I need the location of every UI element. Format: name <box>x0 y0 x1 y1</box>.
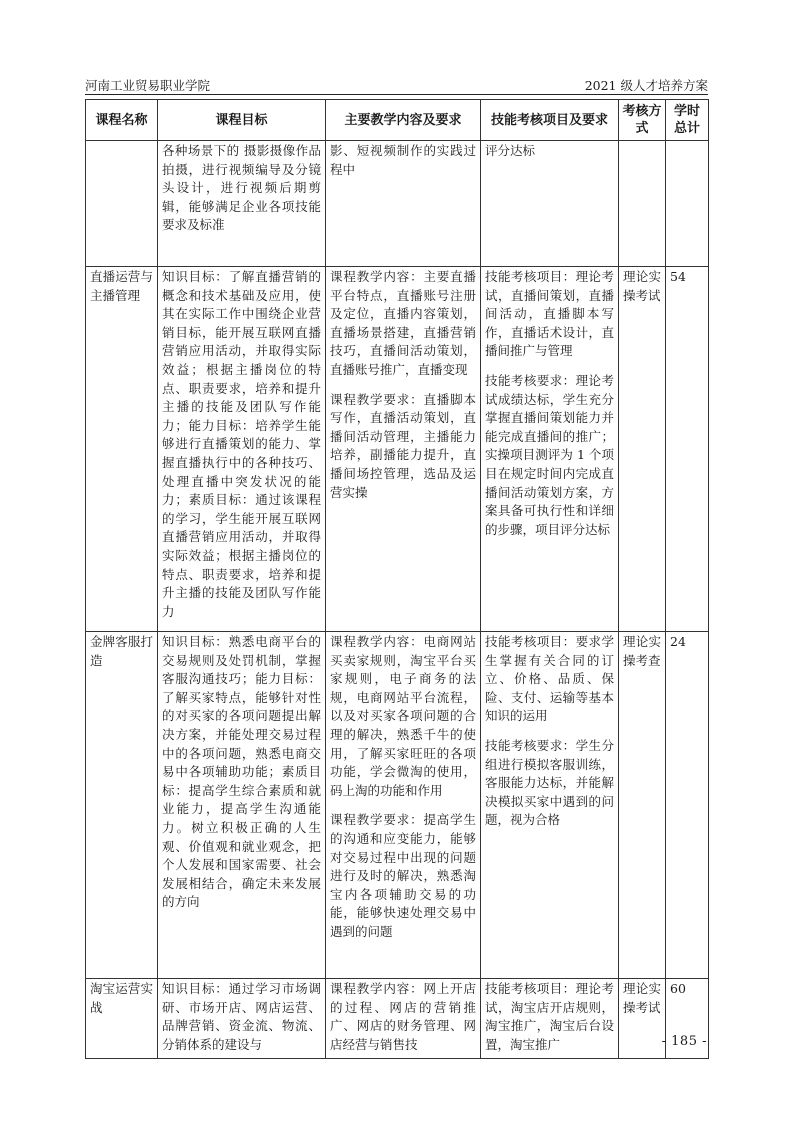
course-name-cell: 直播运营与主播管理 <box>86 267 158 632</box>
assessment-way-cell <box>619 141 666 267</box>
header-school: 河南工业贸易职业学院 <box>85 78 211 93</box>
col-header-way: 考核方式 <box>619 100 666 141</box>
assessment-way-cell: 理论实操考试 <box>619 267 666 632</box>
skill-text: 技能考核项目：理论考试，直播间策划，直播间活动，直播脚本写作，直播话术设计，直播间推广与管理 <box>485 269 614 359</box>
course-goal-cell <box>158 141 326 267</box>
col-header-content: 主要教学内容及要求 <box>326 100 481 141</box>
skill-cell <box>481 979 619 1059</box>
course-content-cell <box>326 632 481 979</box>
table-row <box>86 141 709 267</box>
course-content-cell <box>326 979 481 1059</box>
curriculum-table <box>85 99 709 1059</box>
skill-text: 技能考核项目：理论考试，淘宝店开店规则，淘宝推广，淘宝后台设置，淘宝推广 <box>485 981 614 1052</box>
total-hours-cell: 24 <box>666 632 709 979</box>
total-hours-cell: 60 <box>666 979 709 1059</box>
total-hours-cell <box>666 141 709 267</box>
course-goal-cell <box>158 267 326 632</box>
page-number: - 185 - <box>661 1034 707 1049</box>
table-row <box>86 632 709 979</box>
skill-cell <box>481 632 619 979</box>
header-rule <box>85 94 708 95</box>
goal-text: 知识目标：通过学习市场调研、市场开店、网店运营、品牌营销、资金流、物流、分销体系的建设与 <box>162 981 321 1052</box>
skill-text: 评分达标 <box>485 143 536 158</box>
col-header-goal: 课程目标 <box>158 100 326 141</box>
content-text: 课程教学内容：电商网站买卖家规则，淘宝平台买家规则，电子商务的法规，电商网站平台流程，以及对买家各项问题的合理的解决，熟悉千牛的使用，了解买家旺旺的各项功能，学会微淘的使用，码上淘的功能和作用 <box>330 634 476 798</box>
total-hours-cell: 54 <box>666 267 709 632</box>
content-requirement-text: 课程教学要求：提高学生的沟通和应变能力，能够对交易过程中出现的问题进行及时的解决，熟悉淘宝内各项辅助交易的功能，能够快速处理交易中遇到的问题 <box>330 812 476 939</box>
table-row <box>86 267 709 632</box>
skill-requirement-text: 技能考核要求：学生分组进行模拟客服训练，客服能力达标，并能解决模拟买家中遇到的问题，视为合格 <box>485 737 614 828</box>
assessment-way-cell: 理论实操考试 <box>619 979 666 1059</box>
skill-cell <box>481 267 619 632</box>
goal-text: 知识目标：熟悉电商平台的交易规则及处罚机制，掌握客服沟通技巧；能力目标：了解买家特点，能够针对性的对买家的各项问题提出解决方案，并能处理交易过程中的各项问题，熟悉电商交易中各项辅助功能；素质目标：提高学生综合素质和就业能力，提高学生沟通能力。树立积极正确的人生观、价值观和就业观念，把个人发展和国家需要、社会发展相结合，确定未来发展的方向 <box>162 634 321 910</box>
table-header-row <box>86 100 709 141</box>
table-row <box>86 979 709 1059</box>
content-requirement-text: 课程教学要求：直播脚本写作，直播活动策划，直播间活动管理，主播能力培养，副播能力提升，直播间场控管理，选品及运营实操 <box>330 391 476 500</box>
course-goal-cell <box>158 979 326 1059</box>
assessment-way-cell: 理论实操考查 <box>619 632 666 979</box>
skill-cell <box>481 141 619 267</box>
goal-text: 各种场景下的 摄影摄像作品拍摄，进行视频编导及分镜头设计，进行视频后期剪辑，能够满足企业各项技能要求及标准 <box>162 143 321 233</box>
col-header-skill: 技能考核项目及要求 <box>481 100 619 141</box>
course-name-cell: 金牌客服打造 <box>86 632 158 979</box>
header-plan: 2021 级人才培养方案 <box>584 78 708 93</box>
course-goal-cell <box>158 632 326 979</box>
course-content-cell <box>326 267 481 632</box>
content-text: 课程教学内容：网上开店的过程、网店的营销推广、网店的财务管理、网店经营与销售技 <box>330 981 476 1052</box>
skill-text: 技能考核项目：要求学生掌握有关合同的订立、价格、品质、保险、支付、运输等基本知识的运用 <box>485 634 614 724</box>
course-name-cell <box>86 141 158 267</box>
col-header-hours: 学时总计 <box>666 100 709 141</box>
content-text: 影、短视频制作的实践过程中 <box>330 143 476 177</box>
course-content-cell <box>326 141 481 267</box>
col-header-name: 课程名称 <box>86 100 158 141</box>
skill-requirement-text: 技能考核要求：理论考试成绩达标，学生充分掌握直播间策划能力并能完成直播间的推广；实操项目测评为 1 个项目在规定时间内完成直播间活动策划方案，方案具备可执行性和详细的步骤，项目评分达标 <box>485 372 614 537</box>
course-name-cell: 淘宝运营实战 <box>86 979 158 1059</box>
content-text: 课程教学内容：主要直播平台特点，直播账号注册及定位，直播内容策划，直播场景搭建，直播营销技巧，直播间活动策划，直播账号推广，直播变现 <box>330 269 476 377</box>
goal-text: 知识目标：了解直播营销的概念和技术基础及应用，使其在实际工作中围绕企业营销目标，能开展互联网直播营销应用活动，并取得实际效益；根据主播岗位的特点、职责要求，培养和提升主播的技能及团队写作能力；能力目标：培养学生能够进行直播策划的能力、掌握直播执行中的各种技巧、处理直播中突发状况的能力；素质目标：通过该课程的学习，学生能开展互联网直播营销应用活动，并取得实际效益；根据主播岗位的特点、职责要求，培养和提升主播的技能及团队写作能力 <box>162 269 321 619</box>
